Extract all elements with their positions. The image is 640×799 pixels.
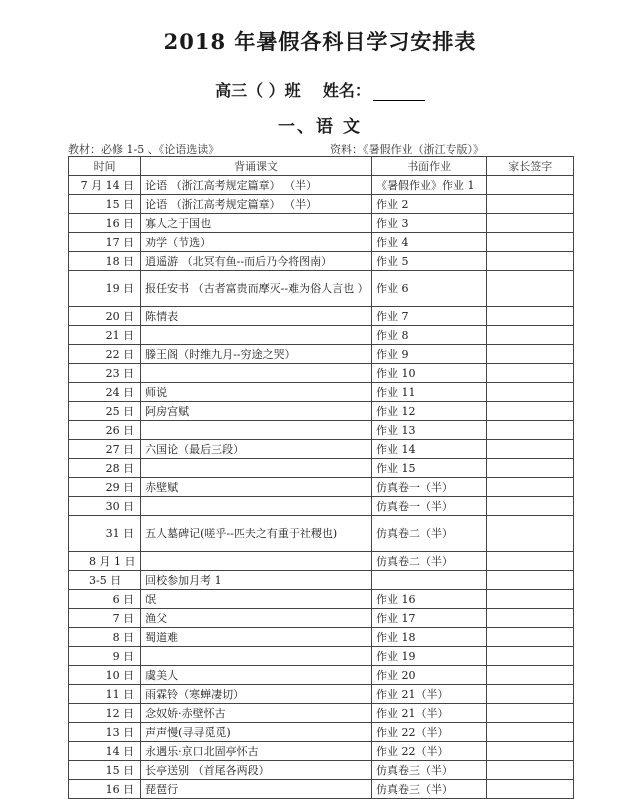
date-cell: 31 日 — [69, 516, 141, 552]
class-name-line — [0, 78, 640, 101]
table-row — [69, 345, 574, 364]
homework-cell: 作业 11 — [371, 383, 486, 402]
date-cell: 19 日 — [69, 271, 141, 307]
homework-cell — [371, 571, 486, 590]
table-row — [69, 421, 574, 440]
homework-cell: 作业 19 — [371, 647, 486, 666]
signature-cell[interactable] — [487, 176, 574, 195]
table-row — [69, 252, 574, 271]
homework-cell: 作业 13 — [371, 421, 486, 440]
signature-cell[interactable] — [487, 685, 574, 704]
recitation-cell: 虞美人 — [141, 666, 372, 685]
table-row — [69, 271, 574, 307]
homework-cell: 作业 6 — [371, 271, 486, 307]
homework-cell: 作业 21（半） — [371, 685, 486, 704]
date-cell: 28 日 — [69, 459, 141, 478]
recitation-cell: 阿房宫赋 — [141, 402, 372, 421]
recitation-cell — [141, 647, 372, 666]
recitation-cell: 报任安书 （古者富贵而摩灭--难为俗人言也 ） — [141, 271, 372, 307]
signature-cell[interactable] — [487, 666, 574, 685]
page-title: 2018 年暑假各科目学习安排表 — [163, 29, 477, 54]
recitation-cell — [141, 459, 372, 478]
table-row — [69, 326, 574, 345]
homework-cell: 作业 12 — [371, 402, 486, 421]
date-cell: 23 日 — [69, 364, 141, 383]
recitation-cell: 蜀道难 — [141, 628, 372, 647]
table-row — [69, 704, 574, 723]
signature-cell[interactable] — [487, 326, 574, 345]
table-row — [69, 609, 574, 628]
signature-cell[interactable] — [487, 704, 574, 723]
homework-cell: 作业 2 — [371, 195, 486, 214]
homework-cell: 作业 22（半） — [371, 723, 486, 742]
recitation-cell: 琵琶行 — [141, 780, 372, 799]
date-cell: 6 日 — [69, 590, 141, 609]
recitation-cell: 声声慢(寻寻觅觅) — [141, 723, 372, 742]
recitation-cell: 滕王阁（时维九月--穷途之哭） — [141, 345, 372, 364]
table-row — [69, 214, 574, 233]
date-cell: 14 日 — [69, 742, 141, 761]
homework-cell: 作业 18 — [371, 628, 486, 647]
recitation-cell: 赤壁赋 — [141, 478, 372, 497]
signature-cell[interactable] — [487, 628, 574, 647]
recitation-cell: 陈情表 — [141, 307, 372, 326]
recitation-cell — [141, 326, 372, 345]
signature-cell[interactable] — [487, 780, 574, 799]
date-cell: 16 日 — [69, 780, 141, 799]
signature-cell[interactable] — [487, 195, 574, 214]
table-row — [69, 571, 574, 590]
signature-cell[interactable] — [487, 364, 574, 383]
name-blank — [373, 86, 425, 101]
recitation-cell — [141, 421, 372, 440]
table-row — [69, 552, 574, 571]
homework-cell: 作业 14 — [371, 440, 486, 459]
homework-cell: 仿真卷一（半） — [371, 497, 486, 516]
date-cell: 20 日 — [69, 307, 141, 326]
material-label: 资料：《暑假作业（浙江专版）》 — [330, 143, 484, 156]
recitation-cell: 六国论（最后三段） — [141, 440, 372, 459]
table-row — [69, 176, 574, 195]
signature-cell[interactable] — [487, 233, 574, 252]
signature-cell[interactable] — [487, 345, 574, 364]
signature-cell[interactable] — [487, 497, 574, 516]
homework-cell: 仿真卷三（半） — [371, 780, 486, 799]
signature-cell[interactable] — [487, 516, 574, 552]
signature-cell[interactable] — [487, 609, 574, 628]
homework-cell: 作业 17 — [371, 609, 486, 628]
date-cell: 27 日 — [69, 440, 141, 459]
homework-cell: 作业 20 — [371, 666, 486, 685]
header-recitation: 背诵课文 — [141, 157, 372, 176]
table-row — [69, 195, 574, 214]
table-row — [69, 723, 574, 742]
recitation-cell: 氓 — [141, 590, 372, 609]
header-homework: 书面作业 — [371, 157, 486, 176]
date-cell: 22 日 — [69, 345, 141, 364]
date-cell: 30 日 — [69, 497, 141, 516]
homework-cell: 作业 3 — [371, 214, 486, 233]
recitation-cell: 师说 — [141, 383, 372, 402]
recitation-cell: 念奴娇·赤壁怀古 — [141, 704, 372, 723]
table-row — [69, 402, 574, 421]
date-cell: 8 日 — [69, 628, 141, 647]
table-row — [69, 478, 574, 497]
signature-cell[interactable] — [487, 571, 574, 590]
homework-cell: 作业 9 — [371, 345, 486, 364]
homework-cell: 作业 4 — [371, 233, 486, 252]
homework-cell: 《暑假作业》作业 1 — [371, 176, 486, 195]
homework-cell: 作业 8 — [371, 326, 486, 345]
date-cell: 13 日 — [69, 723, 141, 742]
signature-cell[interactable] — [487, 761, 574, 780]
section-heading: 一、语 文 — [278, 117, 362, 137]
signature-cell[interactable] — [487, 723, 574, 742]
recitation-cell: 寡人之于国也 — [141, 214, 372, 233]
date-cell: 29 日 — [69, 478, 141, 497]
table-row — [69, 233, 574, 252]
table-row — [69, 780, 574, 799]
date-cell: 21 日 — [69, 326, 141, 345]
recitation-cell: 劝学（节选） — [141, 233, 372, 252]
table-row — [69, 497, 574, 516]
table-row — [69, 459, 574, 478]
recitation-cell: 长亭送别 （首尾各两段） — [141, 761, 372, 780]
signature-cell[interactable] — [487, 459, 574, 478]
signature-cell[interactable] — [487, 647, 574, 666]
date-cell: 17 日 — [69, 233, 141, 252]
signature-cell[interactable] — [487, 307, 574, 326]
schedule-table — [68, 156, 574, 799]
signature-cell[interactable] — [487, 478, 574, 497]
date-cell: 10 日 — [69, 666, 141, 685]
table-row — [69, 440, 574, 459]
date-cell: 15 日 — [69, 761, 141, 780]
table-row — [69, 516, 574, 552]
recitation-cell: 雨霖铃（寒蝉凄切） — [141, 685, 372, 704]
homework-cell: 仿真卷三（半） — [371, 761, 486, 780]
table-body — [69, 176, 574, 799]
header-date: 时间 — [69, 157, 141, 176]
recitation-cell — [141, 552, 372, 571]
homework-cell: 作业 10 — [371, 364, 486, 383]
date-cell: 16 日 — [69, 214, 141, 233]
table-row — [69, 742, 574, 761]
signature-cell[interactable] — [487, 440, 574, 459]
recitation-cell: 渔父 — [141, 609, 372, 628]
signature-cell[interactable] — [487, 383, 574, 402]
table-row — [69, 383, 574, 402]
signature-cell[interactable] — [487, 271, 574, 307]
recitation-cell: 论语 （浙江高考规定篇章） （半） — [141, 176, 372, 195]
recitation-cell: 五人墓碑记(嗟乎--匹夫之有重于社稷也) — [141, 516, 372, 552]
date-cell: 25 日 — [69, 402, 141, 421]
table-row — [69, 761, 574, 780]
signature-cell[interactable] — [487, 402, 574, 421]
recitation-cell: 逍遥游 （北冥有鱼--而后乃今将图南） — [141, 252, 372, 271]
date-cell: 7 日 — [69, 609, 141, 628]
table-row — [69, 364, 574, 383]
date-cell: 12 日 — [69, 704, 141, 723]
date-cell: 24 日 — [69, 383, 141, 402]
date-cell: 3-5 日 — [69, 571, 141, 590]
textbook-label: 教材：必修 1-5 、《论语选读》 — [68, 143, 220, 156]
table-row — [69, 628, 574, 647]
signature-cell[interactable] — [487, 590, 574, 609]
date-cell: 26 日 — [69, 421, 141, 440]
homework-cell: 仿真卷二（半） — [371, 552, 486, 571]
recitation-cell — [141, 364, 372, 383]
homework-cell: 仿真卷二（半） — [371, 516, 486, 552]
table-header-row — [69, 157, 574, 176]
homework-cell: 作业 5 — [371, 252, 486, 271]
date-cell: 8 月 1 日 — [69, 552, 141, 571]
date-cell: 11 日 — [69, 685, 141, 704]
table-row — [69, 685, 574, 704]
table-row — [69, 647, 574, 666]
homework-cell: 作业 21（半） — [371, 704, 486, 723]
signature-cell[interactable] — [487, 742, 574, 761]
recitation-cell: 永遇乐·京口北固亭怀古 — [141, 742, 372, 761]
name-label: 姓名： — [322, 81, 371, 100]
recitation-cell: 回校参加月考 1 — [141, 571, 372, 590]
homework-cell: 作业 16 — [371, 590, 486, 609]
signature-cell[interactable] — [487, 252, 574, 271]
signature-cell[interactable] — [487, 552, 574, 571]
recitation-cell — [141, 497, 372, 516]
date-cell: 7 月 14 日 — [69, 176, 141, 195]
date-cell: 18 日 — [69, 252, 141, 271]
homework-cell: 作业 7 — [371, 307, 486, 326]
table-row — [69, 307, 574, 326]
class-label: 高三（ ）班 — [215, 81, 301, 100]
homework-cell: 作业 22（半） — [371, 742, 486, 761]
header-signature: 家长签字 — [487, 157, 574, 176]
date-cell: 15 日 — [69, 195, 141, 214]
date-cell: 9 日 — [69, 647, 141, 666]
signature-cell[interactable] — [487, 214, 574, 233]
recitation-cell: 论语 （浙江高考规定篇章） （半） — [141, 195, 372, 214]
signature-cell[interactable] — [487, 421, 574, 440]
homework-cell: 作业 15 — [371, 459, 486, 478]
homework-cell: 仿真卷一（半） — [371, 478, 486, 497]
table-row — [69, 666, 574, 685]
table-row — [69, 590, 574, 609]
